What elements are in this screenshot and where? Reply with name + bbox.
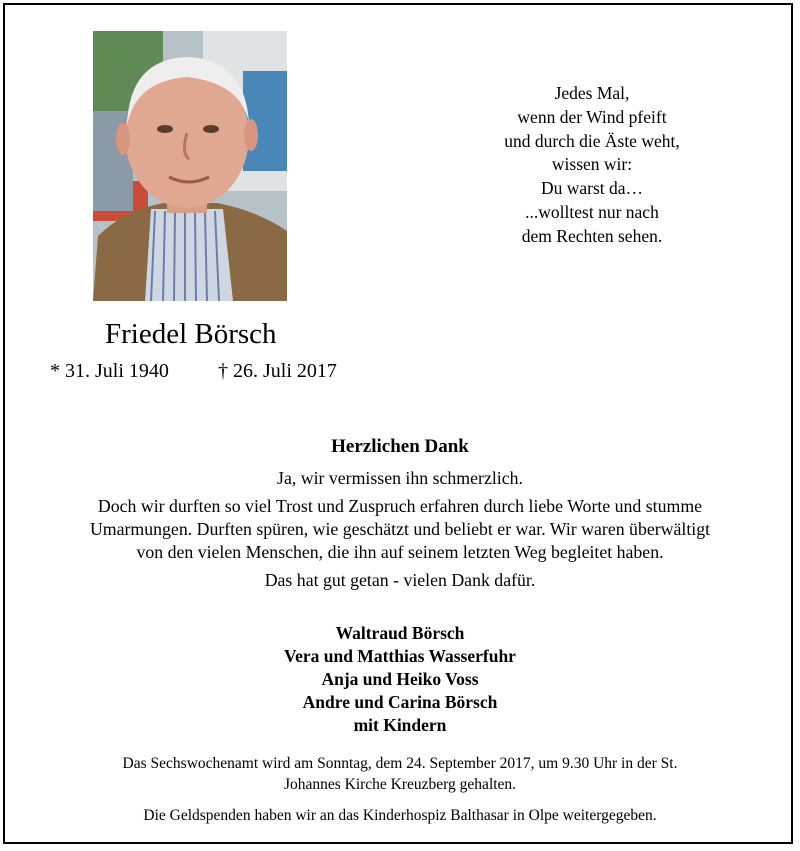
poem-line: Jedes Mal, [554,83,630,103]
service-notice-line: Das Sechswochenamt wird am Sonntag, dem 24. September 2017, um 9.30 Uhr in der St. [122,755,678,772]
memorial-poem [470,82,714,249]
thanks-intro: Ja, wir vermissen ihn schmerzlich. [277,468,523,488]
signature-line: Vera und Matthias Wasserfuhr [284,646,516,666]
poem-line: wissen wir: [551,154,633,175]
poem-line: Du warst da… [540,178,644,199]
signature-line: mit Kindern [353,715,447,735]
service-notice-line: Johannes Kirche Kreuzberg gehalten. [283,776,517,793]
deceased-name: Friedel Börsch [105,318,277,350]
thanks-paragraph-line: Doch wir durften so viel Trost und Zuspruch erfahren durch liebe Worte und stumme [97,496,703,516]
signature-line: Waltraud Börsch [335,623,465,643]
death-date: † 26. Juli 2017 [218,360,337,382]
poem-line: dem Rechten sehen. [521,225,663,246]
thanks-heading: Herzlichen Dank [331,436,469,457]
birth-date: * 31. Juli 1940 [50,360,169,382]
signature-line: Anja und Heiko Voss [321,669,479,689]
portrait-illustration [93,31,287,301]
donation-notice: Die Geldspenden haben wir an das Kinderhospiz Balthasar in Olpe weitergegeben. [143,807,657,824]
signature-line: Andre und Carina Börsch [302,692,498,712]
poem-line: ...wolltest nur nach [525,201,659,222]
thanks-paragraph-line: Umarmungen. Durften spüren, wie geschätzt und beliebt er war. Wir waren überwältigt [89,519,711,539]
thanks-paragraph-line: von den vielen Menschen, die ihn auf seinem letzten Weg begleitet haben. [136,542,664,562]
poem-line: und durch die Äste weht, [504,130,680,151]
portrait-photo [93,31,287,301]
poem-line: wenn der Wind pfeift [517,106,667,127]
thanks-closing: Das hat gut getan - vielen Dank dafür. [264,570,536,590]
